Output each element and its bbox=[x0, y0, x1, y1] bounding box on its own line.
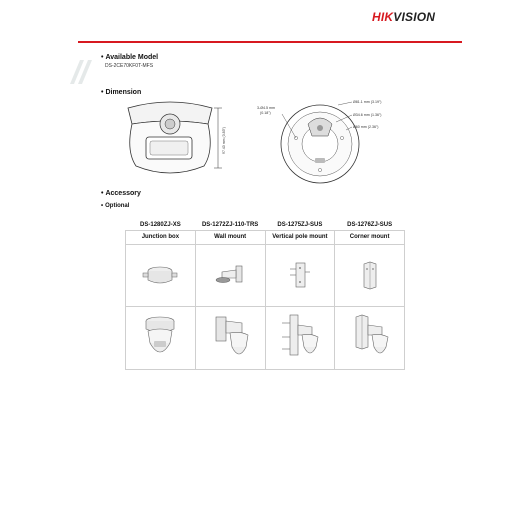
hole-dimension-inch-label: (0.18") bbox=[260, 111, 271, 115]
accessory-code: DS-1280ZJ-XS bbox=[126, 220, 196, 231]
corner-mount-icon bbox=[350, 260, 390, 290]
accessory-image-row bbox=[126, 244, 405, 307]
accessory-title: Accessory bbox=[105, 190, 141, 197]
accessory-assembly-cell bbox=[335, 307, 405, 370]
wall-mount-assembly-icon bbox=[208, 313, 252, 363]
corner-mount-assembly-icon bbox=[348, 313, 392, 363]
pole-mount-icon bbox=[280, 260, 320, 290]
height-dimension-label: 97.43 mm (3.83") bbox=[222, 127, 226, 154]
accessory-name: Junction box bbox=[126, 231, 196, 244]
accessory-image-cell bbox=[126, 244, 196, 307]
optional-heading: • Optional bbox=[101, 203, 130, 209]
accessory-heading: • Accessory bbox=[101, 190, 141, 197]
brand-logo-rest: VISION bbox=[393, 10, 436, 24]
accessory-code: DS-1272ZJ-110-TRS bbox=[195, 220, 265, 231]
camera-top-view bbox=[257, 100, 381, 183]
hole-dimension-label: 3-Ø4.5 mm bbox=[257, 106, 275, 110]
pole-mount-assembly-icon bbox=[278, 313, 322, 363]
dimension-heading: • Dimension bbox=[101, 89, 142, 96]
available-model-heading: • Available Model bbox=[101, 54, 159, 61]
accessory-assembly-cell bbox=[195, 307, 265, 370]
dimension-drawing bbox=[110, 96, 410, 196]
accessory-image-cell bbox=[265, 244, 335, 307]
accessory-assembly-cell bbox=[126, 307, 196, 370]
camera-side-view bbox=[128, 102, 226, 173]
outer-diameter-label: Ø81.1 mm (3.19") bbox=[353, 100, 382, 104]
accessory-code: DS-1276ZJ-SUS bbox=[335, 220, 405, 231]
brand-logo-prefix: HIK bbox=[372, 10, 394, 24]
brand-logo bbox=[372, 9, 462, 25]
accessory-assembly-row bbox=[126, 307, 405, 370]
available-model-title: Available Model bbox=[105, 54, 159, 61]
accessory-name: Corner mount bbox=[335, 231, 405, 244]
junction-box-assembly-icon bbox=[138, 313, 182, 363]
optional-label: Optional bbox=[105, 203, 130, 209]
accessory-assembly-cell bbox=[265, 307, 335, 370]
accessory-code: DS-1275ZJ-SUS bbox=[265, 220, 335, 231]
accessory-image-cell bbox=[195, 244, 265, 307]
inner-diameter-label: Ø60 mm (2.36") bbox=[353, 125, 379, 129]
accessory-code-row bbox=[126, 220, 405, 231]
watermark-logo-icon bbox=[66, 58, 96, 86]
dimension-title: Dimension bbox=[105, 89, 142, 96]
junction-box-icon bbox=[140, 260, 180, 290]
accessory-image-cell bbox=[335, 244, 405, 307]
header-divider bbox=[78, 41, 462, 43]
accessory-table bbox=[125, 220, 405, 370]
accessory-name: Wall mount bbox=[195, 231, 265, 244]
accessory-name: Vertical pole mount bbox=[265, 231, 335, 244]
accessory-name-row bbox=[126, 231, 405, 244]
model-code: DS-2CE70KF0T-MFS bbox=[105, 63, 154, 69]
mid-diameter-label: Ø34.6 mm (1.36") bbox=[353, 113, 382, 117]
wall-mount-icon bbox=[210, 260, 250, 290]
